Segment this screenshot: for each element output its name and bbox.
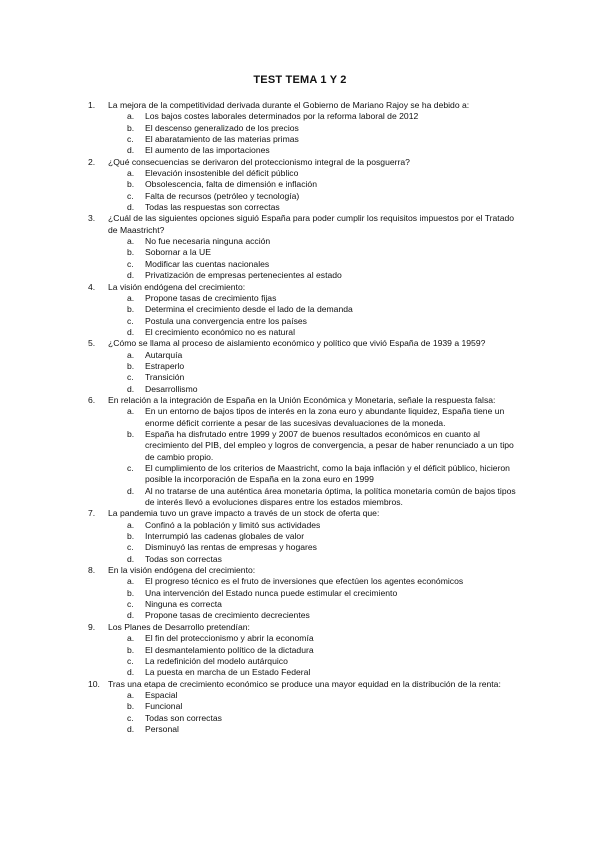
- option-letter: b.: [127, 304, 135, 315]
- option-text: La puesta en marcha de un Estado Federal: [145, 667, 311, 678]
- options-list: [88, 111, 524, 156]
- question-5: [88, 338, 524, 349]
- option-text: Una intervención del Estado nunca puede estimular el crecimiento: [145, 587, 398, 598]
- question-number: 4.: [88, 281, 96, 292]
- option-text: Ninguna es correcta: [145, 599, 222, 610]
- option-letter: c.: [127, 372, 134, 383]
- question-text: ¿Cómo se llama al proceso de aislamiento económico y político que vivió España de 1939 a 1959?: [108, 338, 486, 349]
- answer-option: [88, 111, 524, 122]
- option-letter: a.: [127, 633, 135, 644]
- option-letter: b.: [127, 179, 135, 190]
- question-number: 2.: [88, 156, 96, 167]
- question-number: 6.: [88, 394, 96, 405]
- answer-option: [88, 656, 524, 667]
- option-text: España ha disfrutado entre 1999 y 2007 de buenos resultados económicos en cuanto al crecimiento del PIB, del empleo y logros de convergencia, a pesar de haber renunciado a un tipo de cambio propio.: [145, 428, 514, 462]
- answer-option: [88, 724, 524, 735]
- option-letter: c.: [127, 134, 134, 145]
- option-text: Espacial: [145, 689, 178, 700]
- question-2: [88, 157, 524, 168]
- option-text: Disminuyó las rentas de empresas y hogares: [145, 542, 317, 553]
- option-letter: a.: [127, 349, 135, 360]
- option-letter: a.: [127, 576, 135, 587]
- option-text: Postula una convergencia entre los países: [145, 315, 307, 326]
- option-letter: d.: [127, 553, 135, 564]
- answer-option: [88, 145, 524, 156]
- question-7: [88, 508, 524, 519]
- question-text: Tras una etapa de crecimiento económico se produce una mayor equidad en la distribución de la renta:: [108, 678, 501, 689]
- answer-option: [88, 633, 524, 644]
- answer-option: [88, 327, 524, 338]
- option-letter: d.: [127, 723, 135, 734]
- option-letter: a.: [127, 168, 135, 179]
- option-text: Todas son correctas: [145, 712, 222, 723]
- option-text: Personal: [145, 723, 179, 734]
- answer-option: [88, 610, 524, 621]
- options-list: [88, 350, 524, 395]
- option-letter: c.: [127, 315, 134, 326]
- options-list: [88, 690, 524, 735]
- option-text: En un entorno de bajos tipos de interés en la zona euro y abundante liquidez, España tiene un enorme déficit corriente a pesar de las sucesivas devaluaciones de la moneda.: [145, 406, 505, 428]
- question-8: [88, 565, 524, 576]
- question-text: La visión endógena del crecimiento:: [108, 281, 246, 292]
- option-text: Obsolescencia, falta de dimensión e inflación: [145, 179, 317, 190]
- answer-option: [88, 429, 524, 463]
- question-text: ¿Cuál de las siguientes opciones siguió España para poder cumplir los requisitos impuestos por el Tratado de Maastricht?: [108, 213, 515, 235]
- answer-option: [88, 384, 524, 395]
- answer-option: [88, 588, 524, 599]
- option-text: El cumplimiento de los criterios de Maastricht, como la baja inflación y el déficit público, hicieron posible la incorporación de España en la zona euro en 1999: [145, 463, 510, 485]
- option-letter: b.: [127, 428, 135, 439]
- question-number: 7.: [88, 508, 96, 519]
- option-letter: c.: [127, 712, 134, 723]
- answer-option: [88, 191, 524, 202]
- question-text: En relación a la integración de España en la Unión Económica y Monetaria, señale la respuesta falsa:: [108, 394, 496, 405]
- options-list: [88, 633, 524, 678]
- option-letter: a.: [127, 406, 135, 417]
- answer-option: [88, 486, 524, 509]
- answer-option: [88, 168, 524, 179]
- option-text: Privatización de empresas pertenecientes al estado: [145, 270, 342, 281]
- option-text: El progreso técnico es el fruto de inversiones que efectúen los agentes económicos: [145, 576, 464, 587]
- answer-option: [88, 259, 524, 270]
- question-number: 9.: [88, 621, 96, 632]
- answer-option: [88, 690, 524, 701]
- option-letter: c.: [127, 190, 134, 201]
- option-text: Transición: [145, 372, 185, 383]
- option-text: Elevación insostenible del déficit público: [145, 168, 299, 179]
- question-text: Los Planes de Desarrollo pretendían:: [108, 621, 250, 632]
- question-text: La pandemia tuvo un grave impacto a través de un stock de oferta que:: [108, 508, 380, 519]
- question-number: 8.: [88, 565, 96, 576]
- answer-option: [88, 576, 524, 587]
- option-letter: a.: [127, 519, 135, 530]
- answer-option: [88, 701, 524, 712]
- option-text: Funcional: [145, 701, 183, 712]
- answer-option: [88, 236, 524, 247]
- option-letter: b.: [127, 531, 135, 542]
- answer-option: [88, 713, 524, 724]
- option-text: El descenso generalizado de los precios: [145, 122, 299, 133]
- option-letter: b.: [127, 587, 135, 598]
- options-list: [88, 576, 524, 621]
- option-letter: a.: [127, 292, 135, 303]
- option-letter: c.: [127, 599, 134, 610]
- answer-option: [88, 123, 524, 134]
- option-text: El fin del proteccionismo y abrir la economía: [145, 633, 314, 644]
- question-number: 3.: [88, 213, 96, 224]
- options-list: [88, 406, 524, 508]
- question-number: 5.: [88, 338, 96, 349]
- option-text: Sobornar a la UE: [145, 247, 211, 258]
- option-text: Al no tratarse de una auténtica área monetaria óptima, la política monetaria común de bajos tipos de interés llevó a evoluciones dispares entre los estados miembros.: [145, 485, 516, 508]
- option-text: Los bajos costes laborales determinados por la reforma laboral de 2012: [145, 111, 419, 122]
- answer-option: [88, 645, 524, 656]
- option-text: No fue necesaria ninguna acción: [145, 236, 271, 247]
- option-letter: d.: [127, 610, 135, 621]
- option-text: La redefinición del modelo autárquico: [145, 655, 288, 666]
- option-text: Estraperlo: [145, 360, 185, 371]
- answer-option: [88, 304, 524, 315]
- option-text: Interrumpió las cadenas globales de valor: [145, 531, 305, 542]
- question-3: [88, 213, 524, 236]
- option-text: Propone tasas de crecimiento decrecientes: [145, 610, 310, 621]
- answer-option: [88, 293, 524, 304]
- question-9: [88, 622, 524, 633]
- answer-option: [88, 599, 524, 610]
- option-text: Modificar las cuentas nacionales: [145, 258, 270, 269]
- option-letter: a.: [127, 236, 135, 247]
- question-6: [88, 395, 524, 406]
- question-1: [88, 100, 524, 111]
- answer-option: [88, 520, 524, 531]
- option-text: Propone tasas de crecimiento fijas: [145, 292, 277, 303]
- answer-option: [88, 270, 524, 281]
- option-letter: d.: [127, 667, 135, 678]
- answer-option: [88, 463, 524, 486]
- option-text: El aumento de las importaciones: [145, 145, 270, 156]
- option-text: El abaratamiento de las materias primas: [145, 134, 299, 145]
- question-text: ¿Qué consecuencias se derivaron del proteccionismo integral de la posguerra?: [108, 156, 410, 167]
- question-10: [88, 679, 524, 690]
- question-list: [88, 100, 524, 735]
- option-text: Autarquía: [145, 349, 183, 360]
- option-text: Todas las respuestas son correctas: [145, 202, 280, 213]
- answer-option: [88, 134, 524, 145]
- option-text: Confinó a la población y limitó sus actividades: [145, 519, 321, 530]
- question-number: 1.: [88, 100, 96, 110]
- answer-option: [88, 361, 524, 372]
- answer-option: [88, 531, 524, 542]
- options-list: [88, 520, 524, 565]
- question-text: En la visión endógena del crecimiento:: [108, 565, 256, 576]
- option-letter: d.: [127, 383, 135, 394]
- question-4: [88, 282, 524, 293]
- option-text: Determina el crecimiento desde el lado de la demanda: [145, 304, 353, 315]
- options-list: [88, 168, 524, 213]
- option-letter: b.: [127, 644, 135, 655]
- option-letter: d.: [127, 145, 135, 156]
- option-text: Desarrollismo: [145, 383, 198, 394]
- option-letter: d.: [127, 270, 135, 281]
- answer-option: [88, 542, 524, 553]
- answer-option: [88, 406, 524, 429]
- option-letter: b.: [127, 247, 135, 258]
- option-letter: c.: [127, 258, 134, 269]
- option-letter: a.: [127, 111, 135, 122]
- answer-option: [88, 667, 524, 678]
- option-letter: d.: [127, 485, 135, 496]
- option-letter: d.: [127, 326, 135, 337]
- option-letter: a.: [127, 689, 135, 700]
- answer-option: [88, 554, 524, 565]
- option-letter: c.: [127, 655, 134, 666]
- option-text: El desmantelamiento político de la dictadura: [145, 644, 314, 655]
- answer-option: [88, 316, 524, 327]
- option-text: El crecimiento económico no es natural: [145, 326, 295, 337]
- answer-option: [88, 372, 524, 383]
- page-title: TEST TEMA 1 Y 2: [253, 74, 347, 86]
- option-letter: b.: [127, 701, 135, 712]
- option-letter: b.: [127, 122, 135, 133]
- options-list: [88, 293, 524, 338]
- option-letter: b.: [127, 360, 135, 371]
- option-letter: c.: [127, 463, 134, 473]
- option-text: Todas son correctas: [145, 553, 222, 564]
- question-text: La mejora de la competitividad derivada durante el Gobierno de Mariano Rajoy se ha debido a:: [108, 100, 470, 110]
- options-list: [88, 236, 524, 281]
- answer-option: [88, 179, 524, 190]
- answer-option: [88, 350, 524, 361]
- answer-option: [88, 247, 524, 258]
- option-text: Falta de recursos (petróleo y tecnología): [145, 190, 300, 201]
- question-number: 10.: [88, 678, 100, 689]
- answer-option: [88, 202, 524, 213]
- option-letter: d.: [127, 202, 135, 213]
- option-letter: c.: [127, 542, 134, 553]
